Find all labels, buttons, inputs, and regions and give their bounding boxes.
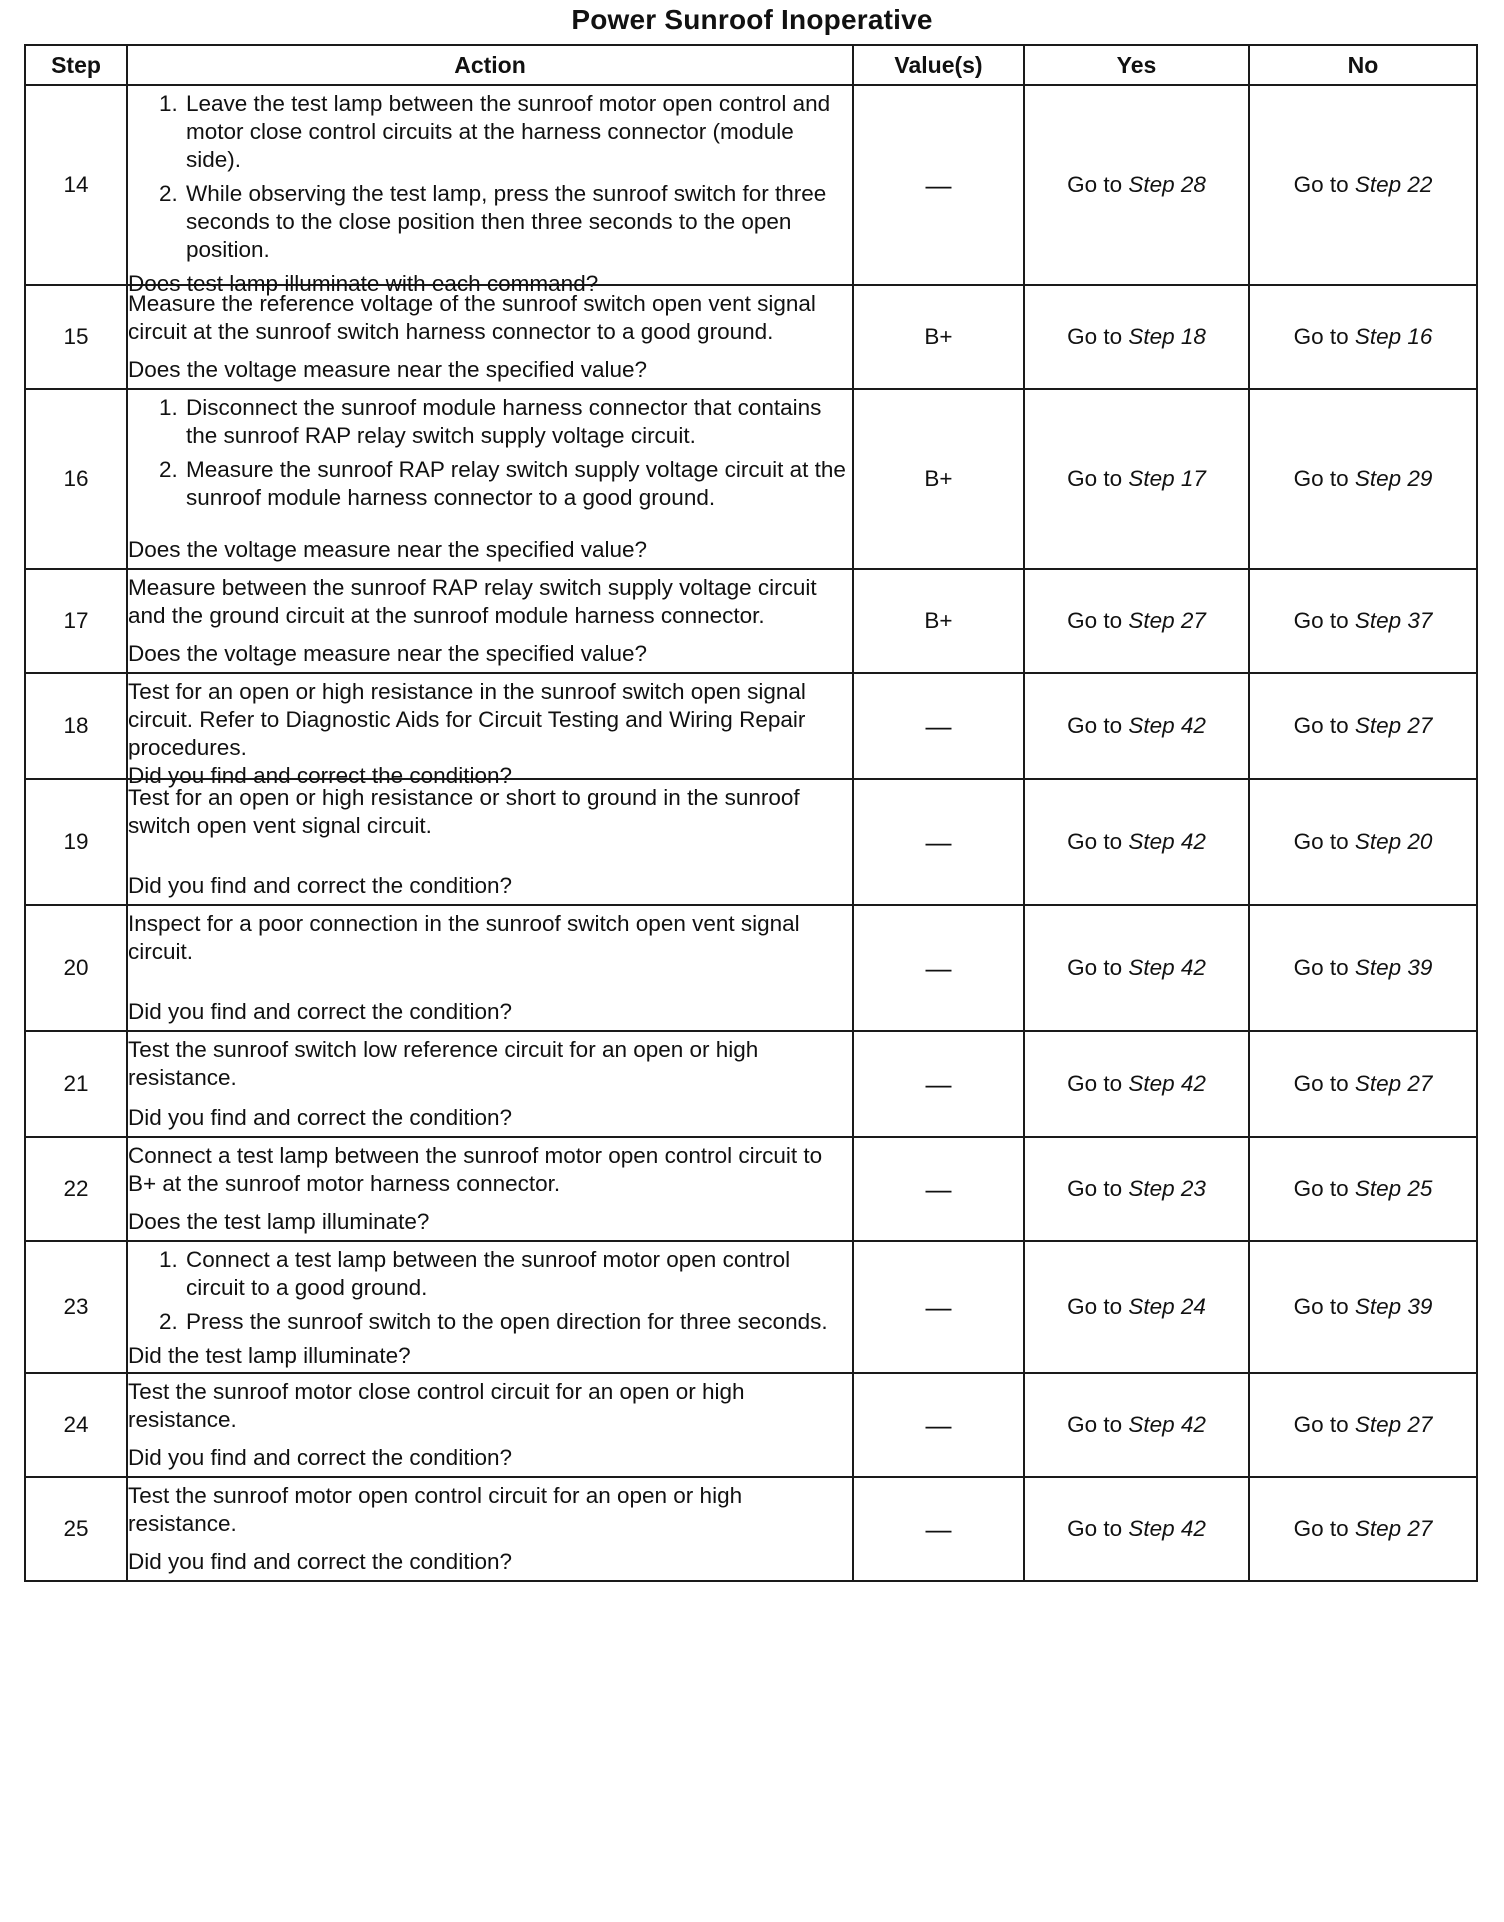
go-to-label: Go to xyxy=(1293,955,1349,980)
yes-cell xyxy=(1024,1031,1249,1137)
action-text: Test for an open or high resistance in the sunroof switch open signal circuit. Refer to Diagnostic Aids for Circuit Testing and Wiring Repair procedures. xyxy=(128,679,806,760)
step-number: 19 xyxy=(25,779,127,905)
go-to-step-no: Step 20 xyxy=(1354,829,1433,854)
no-cell xyxy=(1249,1137,1477,1241)
go-to-step-no: Step 29 xyxy=(1354,466,1433,491)
step-number: 22 xyxy=(25,1137,127,1241)
go-to-label: Go to xyxy=(1067,1516,1123,1541)
step-number: 23 xyxy=(25,1241,127,1373)
step-number: 17 xyxy=(25,569,127,673)
action-step-item: 2. Measure the sunroof RAP relay switch supply voltage circuit at the sunroof module harness connector to a good ground. xyxy=(184,456,852,512)
go-to-step-yes: Step 42 xyxy=(1128,713,1206,738)
step-number: 20 xyxy=(25,905,127,1031)
step-number: 25 xyxy=(25,1477,127,1581)
go-to-label: Go to xyxy=(1293,608,1349,633)
table-row xyxy=(25,285,1477,389)
action-cell xyxy=(127,569,853,673)
go-to-label: Go to xyxy=(1067,829,1123,854)
header-step: Step xyxy=(25,45,127,85)
go-to-step-no: Step 16 xyxy=(1354,324,1433,349)
table-row xyxy=(25,1241,1477,1373)
action-cell xyxy=(127,1373,853,1477)
action-question: Did you find and correct the condition? xyxy=(128,1105,512,1130)
go-to-label: Go to xyxy=(1293,829,1349,854)
go-to-label: Go to xyxy=(1293,466,1349,491)
table-row xyxy=(25,1031,1477,1137)
action-text: Inspect for a poor connection in the sunroof switch open vent signal circuit. xyxy=(128,911,800,964)
action-text: Measure the reference voltage of the sunroof switch open vent signal circuit at the sunroof switch harness connector to a good ground. xyxy=(128,291,816,344)
action-steps-list xyxy=(128,1246,852,1336)
document-title: Power Sunroof Inoperative xyxy=(571,4,933,35)
step-number: 14 xyxy=(25,85,127,285)
action-cell xyxy=(127,1031,853,1137)
table-row xyxy=(25,1373,1477,1477)
value-cell: — xyxy=(853,1373,1024,1477)
no-cell xyxy=(1249,673,1477,779)
table-row xyxy=(25,673,1477,779)
yes-cell xyxy=(1024,1241,1249,1373)
table-row xyxy=(25,905,1477,1031)
action-cell xyxy=(127,1241,853,1373)
action-step-item: 1. Connect a test lamp between the sunroof motor open control circuit to a good ground. xyxy=(184,1246,852,1302)
no-cell xyxy=(1249,1241,1477,1373)
go-to-label: Go to xyxy=(1067,1294,1123,1319)
action-text: Connect a test lamp between the sunroof motor open control circuit to B+ at the sunroof motor harness connector. xyxy=(128,1143,823,1196)
no-cell xyxy=(1249,905,1477,1031)
step-number: 24 xyxy=(25,1373,127,1477)
table-row xyxy=(25,569,1477,673)
yes-cell xyxy=(1024,1137,1249,1241)
table-row xyxy=(25,779,1477,905)
step-number: 21 xyxy=(25,1031,127,1137)
table-row xyxy=(25,1477,1477,1581)
action-step-item: 2. While observing the test lamp, press the sunroof switch for three seconds to the close position then three seconds to the open position. xyxy=(184,180,852,264)
go-to-label: Go to xyxy=(1067,172,1123,197)
go-to-label: Go to xyxy=(1293,713,1349,738)
go-to-label: Go to xyxy=(1067,1071,1123,1096)
action-text: Test the sunroof switch low reference circuit for an open or high resistance. xyxy=(128,1037,759,1090)
table-row xyxy=(25,1137,1477,1241)
go-to-step-yes: Step 42 xyxy=(1128,829,1206,854)
go-to-step-yes: Step 27 xyxy=(1128,608,1206,633)
action-cell xyxy=(127,285,853,389)
action-cell xyxy=(127,85,853,296)
yes-cell xyxy=(1024,779,1249,905)
action-text: Measure between the sunroof RAP relay switch supply voltage circuit and the ground circuit at the sunroof module harness connector. xyxy=(128,575,817,628)
action-question: Did you find and correct the condition? xyxy=(128,1445,512,1470)
header-no: No xyxy=(1249,45,1477,85)
value-cell: B+ xyxy=(853,389,1024,569)
header-yes: Yes xyxy=(1024,45,1249,85)
action-question: Does the voltage measure near the specified value? xyxy=(128,537,648,562)
go-to-step-yes: Step 42 xyxy=(1128,1412,1206,1437)
action-cell xyxy=(127,389,853,569)
yes-cell xyxy=(1024,905,1249,1031)
action-question: Did you find and correct the condition? xyxy=(128,763,512,788)
no-cell xyxy=(1249,389,1477,569)
value-cell: — xyxy=(853,1477,1024,1581)
value-cell: — xyxy=(853,779,1024,905)
go-to-step-yes: Step 42 xyxy=(1128,1516,1206,1541)
action-question: Does the voltage measure near the specified value? xyxy=(128,641,648,666)
no-cell xyxy=(1249,779,1477,905)
yes-cell xyxy=(1024,673,1249,779)
yes-cell xyxy=(1024,1373,1249,1477)
action-cell xyxy=(127,1477,853,1581)
go-to-step-yes: Step 42 xyxy=(1128,955,1206,980)
go-to-label: Go to xyxy=(1067,1176,1123,1201)
go-to-step-no: Step 27 xyxy=(1354,713,1433,738)
action-question: Did you find and correct the condition? xyxy=(128,873,512,898)
go-to-step-yes: Step 28 xyxy=(1128,172,1206,197)
action-steps-list xyxy=(128,394,852,512)
go-to-step-yes: Step 18 xyxy=(1128,324,1206,349)
action-step-item: 1. Leave the test lamp between the sunroof motor open control and motor close control circuits at the harness connector (module side). xyxy=(184,90,852,174)
no-cell xyxy=(1249,85,1477,285)
go-to-label: Go to xyxy=(1293,1176,1349,1201)
go-to-step-no: Step 37 xyxy=(1354,608,1433,633)
go-to-step-no: Step 27 xyxy=(1354,1516,1433,1541)
go-to-step-yes: Step 23 xyxy=(1128,1176,1206,1201)
go-to-label: Go to xyxy=(1293,1294,1349,1319)
table-header-row xyxy=(25,45,1477,85)
go-to-step-yes: Step 17 xyxy=(1128,466,1206,491)
go-to-label: Go to xyxy=(1067,466,1123,491)
step-number: 18 xyxy=(25,673,127,779)
yes-cell xyxy=(1024,85,1249,285)
go-to-label: Go to xyxy=(1067,1412,1123,1437)
go-to-step-no: Step 25 xyxy=(1354,1176,1433,1201)
action-question: Does the voltage measure near the specified value? xyxy=(128,357,648,382)
value-cell: — xyxy=(853,1031,1024,1137)
go-to-label: Go to xyxy=(1293,324,1349,349)
action-step-item: 1. Disconnect the sunroof module harness connector that contains the sunroof RAP relay switch supply voltage circuit. xyxy=(184,394,852,450)
value-cell: — xyxy=(853,85,1024,285)
step-number: 16 xyxy=(25,389,127,569)
go-to-step-yes: Step 42 xyxy=(1128,1071,1206,1096)
action-question: Did the test lamp illuminate? xyxy=(128,1343,411,1368)
go-to-step-no: Step 27 xyxy=(1354,1071,1433,1096)
action-text: Test for an open or high resistance or short to ground in the sunroof switch open vent signal circuit. xyxy=(128,785,800,838)
go-to-label: Go to xyxy=(1293,1071,1349,1096)
step-number: 15 xyxy=(25,285,127,389)
action-question: Does test lamp illuminate with each command? xyxy=(128,271,599,296)
yes-cell xyxy=(1024,285,1249,389)
no-cell xyxy=(1249,285,1477,389)
action-question: Did you find and correct the condition? xyxy=(128,1549,512,1574)
diagnostic-table xyxy=(24,44,1478,1582)
action-cell xyxy=(127,673,853,788)
header-action: Action xyxy=(127,45,853,85)
go-to-step-yes: Step 24 xyxy=(1128,1294,1206,1319)
action-cell xyxy=(127,779,853,905)
go-to-label: Go to xyxy=(1067,713,1123,738)
value-cell: — xyxy=(853,1241,1024,1373)
go-to-label: Go to xyxy=(1293,1412,1349,1437)
go-to-label: Go to xyxy=(1067,324,1123,349)
yes-cell xyxy=(1024,1477,1249,1581)
value-cell: B+ xyxy=(853,285,1024,389)
go-to-label: Go to xyxy=(1067,608,1123,633)
value-cell: — xyxy=(853,1137,1024,1241)
yes-cell xyxy=(1024,389,1249,569)
value-cell: — xyxy=(853,673,1024,779)
go-to-step-no: Step 22 xyxy=(1354,172,1433,197)
no-cell xyxy=(1249,1031,1477,1137)
value-cell: — xyxy=(853,905,1024,1031)
action-step-item: 2. Press the sunroof switch to the open direction for three seconds. xyxy=(184,1308,852,1336)
action-steps-list xyxy=(128,90,852,264)
action-text: Test the sunroof motor close control circuit for an open or high resistance. xyxy=(128,1379,745,1432)
go-to-step-no: Step 27 xyxy=(1354,1412,1433,1437)
go-to-label: Go to xyxy=(1293,1516,1349,1541)
no-cell xyxy=(1249,569,1477,673)
value-cell: B+ xyxy=(853,569,1024,673)
table-row xyxy=(25,389,1477,569)
action-text: Test the sunroof motor open control circuit for an open or high resistance. xyxy=(128,1483,743,1536)
action-question: Does the test lamp illuminate? xyxy=(128,1209,430,1234)
action-cell xyxy=(127,905,853,1031)
header-values: Value(s) xyxy=(853,45,1024,85)
action-cell xyxy=(127,1137,853,1241)
action-question: Did you find and correct the condition? xyxy=(128,999,512,1024)
no-cell xyxy=(1249,1477,1477,1581)
yes-cell xyxy=(1024,569,1249,673)
go-to-step-no: Step 39 xyxy=(1354,1294,1433,1319)
no-cell xyxy=(1249,1373,1477,1477)
table-row xyxy=(25,85,1477,285)
go-to-label: Go to xyxy=(1067,955,1123,980)
go-to-step-no: Step 39 xyxy=(1354,955,1433,980)
go-to-label: Go to xyxy=(1293,172,1349,197)
